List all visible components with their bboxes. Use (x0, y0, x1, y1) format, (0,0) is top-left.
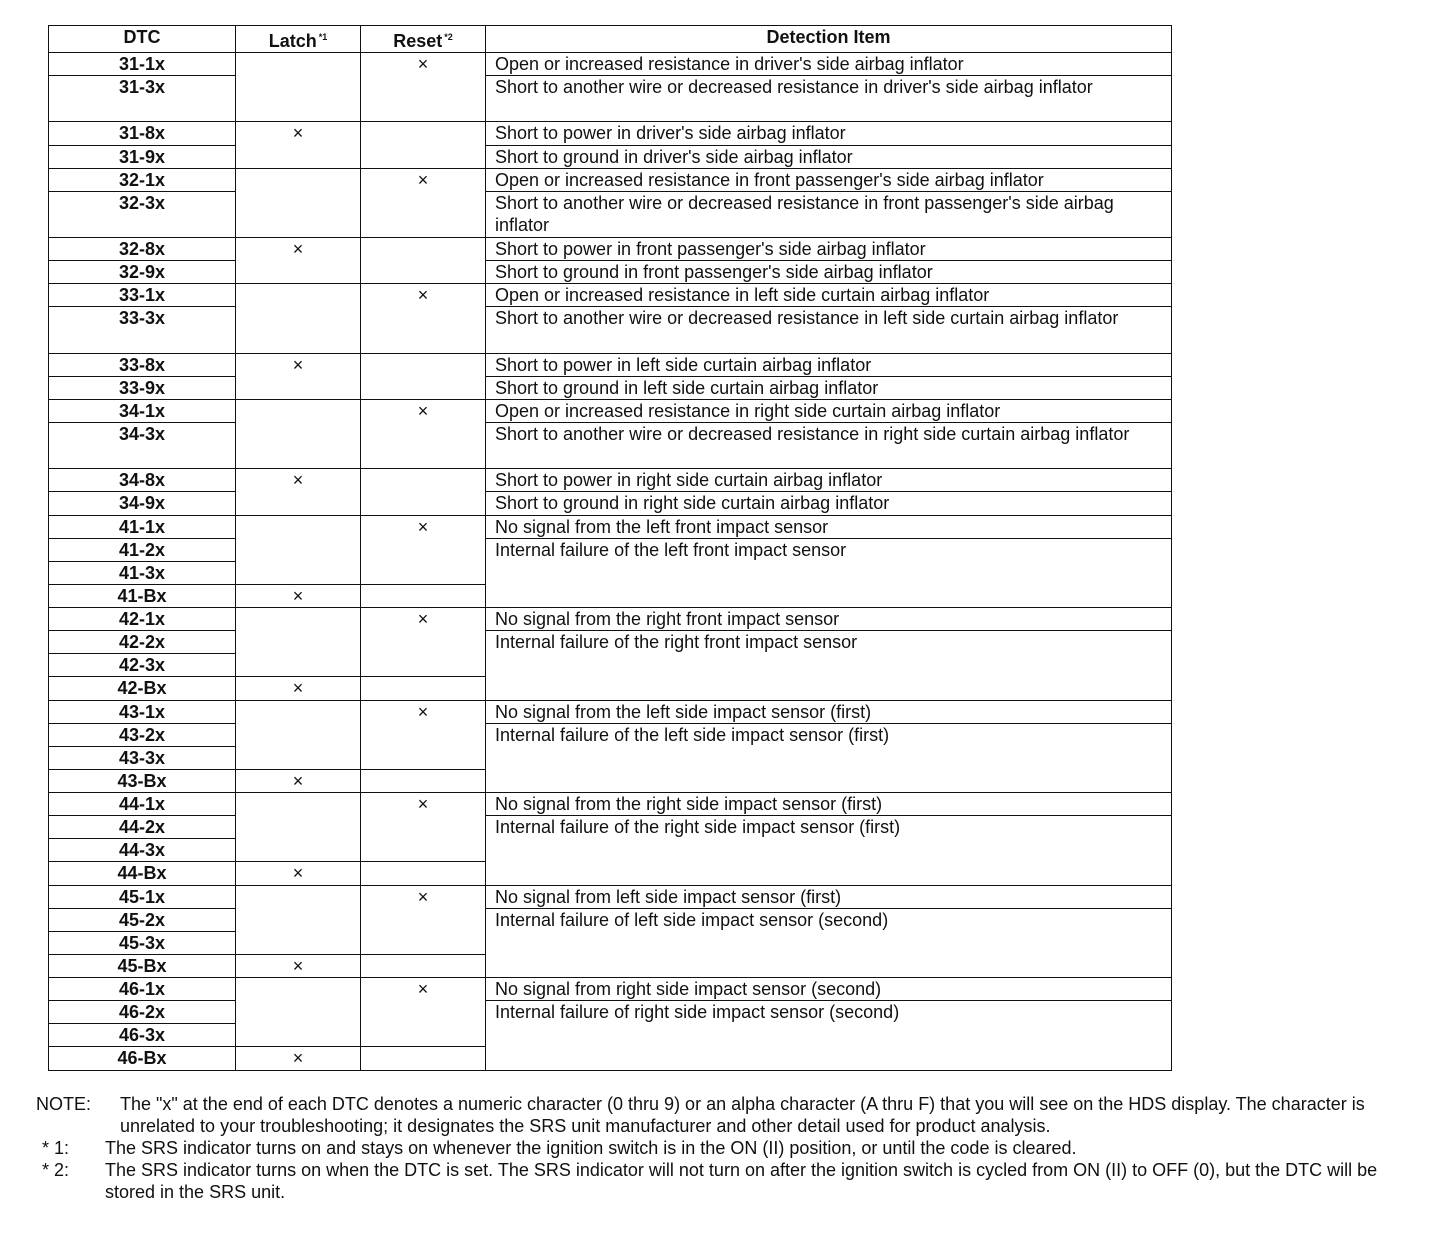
latch-cell (236, 353, 361, 399)
latch-cell (236, 515, 361, 584)
latch-mark: × (292, 1048, 304, 1069)
table-row (49, 307, 1172, 353)
dtc-code: 46-Bx (49, 1047, 236, 1071)
latch-cell (236, 862, 361, 885)
dtc-code: 31-8x (49, 122, 236, 145)
detection-item: Short to ground in front passenger's side airbag inflator (486, 261, 1172, 284)
dtc-code: 33-1x (49, 284, 236, 307)
detection-item: Open or increased resistance in front passenger's side airbag inflator (486, 168, 1172, 191)
reset-cell (361, 353, 486, 399)
dtc-code: 45-1x (49, 885, 236, 908)
latch-cell (236, 469, 361, 515)
table-row (49, 122, 1172, 145)
notes-section (36, 1093, 1416, 1203)
table-row (49, 538, 1172, 561)
detection-item: No signal from left side impact sensor (first) (486, 885, 1172, 908)
detection-item: No signal from the right side impact sensor (first) (486, 793, 1172, 816)
table-row (49, 284, 1172, 307)
detection-item: Short to ground in driver's side airbag inflator (486, 145, 1172, 168)
note-general (36, 1093, 1416, 1137)
reset-cell (361, 284, 486, 353)
detection-item: No signal from the right front impact sensor (486, 608, 1172, 631)
header-reset: Reset $^{*2}$ (361, 26, 486, 53)
detection-item: Internal failure of the left front impact sensor (486, 538, 1172, 607)
dtc-code: 32-1x (49, 168, 236, 191)
latch-cell (236, 53, 361, 122)
dtc-code: 45-3x (49, 931, 236, 954)
dtc-code: 46-2x (49, 1001, 236, 1024)
reset-footnote-marker: *2 (444, 32, 453, 42)
table-row (49, 353, 1172, 376)
latch-mark: × (292, 678, 304, 699)
note-footnote-2 (36, 1159, 1416, 1203)
note-text: The SRS indicator turns on when the DTC is set. The SRS indicator will not turn on after the ignition switch is cycled from ON (II) to OFF (0), but the DTC will be stored in the SRS unit. (105, 1160, 1378, 1202)
reset-cell (361, 122, 486, 168)
reset-cell (361, 515, 486, 584)
table-row (49, 816, 1172, 839)
dtc-code: 41-2x (49, 538, 236, 561)
reset-mark: × (417, 794, 429, 815)
table-row (49, 261, 1172, 284)
note-tag: NOTE: (36, 1094, 92, 1114)
detection-item: Short to another wire or decreased resistance in left side curtain airbag inflator (486, 307, 1172, 353)
reset-mark: × (417, 979, 429, 1000)
latch-mark: × (292, 354, 304, 375)
dtc-code: 34-3x (49, 423, 236, 469)
detection-item: Short to power in driver's side airbag inflator (486, 122, 1172, 145)
reset-cell (361, 885, 486, 954)
detection-item: Internal failure of the right side impact sensor (first) (486, 816, 1172, 885)
dtc-code: 45-Bx (49, 954, 236, 977)
detection-item: Short to power in right side curtain airbag inflator (486, 469, 1172, 492)
dtc-code: 43-Bx (49, 769, 236, 792)
table-row (49, 700, 1172, 723)
reset-cell (361, 584, 486, 607)
latch-cell (236, 584, 361, 607)
dtc-code: 33-3x (49, 307, 236, 353)
reset-cell (361, 677, 486, 700)
latch-cell (236, 1047, 361, 1071)
detection-item: Short to another wire or decreased resistance in driver's side airbag inflator (486, 76, 1172, 122)
dtc-code: 45-2x (49, 908, 236, 931)
table-row (49, 978, 1172, 1001)
detection-item: Internal failure of the left side impact sensor (first) (486, 723, 1172, 792)
detection-item: Short to power in left side curtain airbag inflator (486, 353, 1172, 376)
dtc-code: 43-3x (49, 746, 236, 769)
latch-cell (236, 284, 361, 353)
table-row (49, 515, 1172, 538)
reset-cell (361, 608, 486, 677)
latch-cell (236, 238, 361, 284)
reset-cell (361, 399, 486, 468)
dtc-table (48, 25, 1172, 1071)
table-row (49, 168, 1172, 191)
reset-cell (361, 793, 486, 862)
reset-mark: × (417, 169, 429, 190)
dtc-code: 34-8x (49, 469, 236, 492)
reset-mark: × (417, 609, 429, 630)
dtc-code: 44-3x (49, 839, 236, 862)
table-row (49, 469, 1172, 492)
dtc-code: 46-3x (49, 1024, 236, 1047)
dtc-code: 44-Bx (49, 862, 236, 885)
reset-mark: × (417, 400, 429, 421)
dtc-code: 46-1x (49, 978, 236, 1001)
note-text: The SRS indicator turns on and stays on whenever the ignition switch is in the ON (II) position, or until the code is cleared. (105, 1138, 1077, 1158)
latch-cell (236, 885, 361, 954)
dtc-code: 32-3x (49, 191, 236, 237)
dtc-code: 34-1x (49, 399, 236, 422)
dtc-code: 32-9x (49, 261, 236, 284)
latch-cell (236, 793, 361, 862)
latch-mark: × (292, 770, 304, 791)
reset-cell (361, 954, 486, 977)
table-row (49, 793, 1172, 816)
latch-mark: × (292, 863, 304, 884)
detection-item: Open or increased resistance in driver's side airbag inflator (486, 53, 1172, 76)
table-row (49, 376, 1172, 399)
note-footnote-1 (36, 1137, 1416, 1159)
detection-item: Internal failure of the right front impact sensor (486, 631, 1172, 700)
latch-cell (236, 769, 361, 792)
detection-item: No signal from right side impact sensor (second) (486, 978, 1172, 1001)
dtc-code: 42-2x (49, 631, 236, 654)
table-row (49, 723, 1172, 746)
latch-cell (236, 700, 361, 769)
detection-item: Open or increased resistance in left side curtain airbag inflator (486, 284, 1172, 307)
latch-mark: × (292, 470, 304, 491)
latch-footnote-marker: *1 (318, 32, 328, 42)
dtc-code: 33-9x (49, 376, 236, 399)
dtc-code: 33-8x (49, 353, 236, 376)
dtc-code: 41-3x (49, 561, 236, 584)
detection-item: Short to another wire or decreased resistance in right side curtain airbag inflator (486, 423, 1172, 469)
latch-mark: × (292, 955, 304, 976)
latch-mark: × (292, 123, 304, 144)
detection-item: Short to ground in right side curtain airbag inflator (486, 492, 1172, 515)
dtc-code: 44-1x (49, 793, 236, 816)
table-row (49, 492, 1172, 515)
latch-cell (236, 677, 361, 700)
reset-cell (361, 700, 486, 769)
dtc-code: 31-1x (49, 53, 236, 76)
dtc-code: 41-1x (49, 515, 236, 538)
dtc-code: 43-1x (49, 700, 236, 723)
detection-item: Internal failure of right side impact sensor (second) (486, 1001, 1172, 1071)
reset-mark: × (417, 886, 429, 907)
latch-mark: × (292, 239, 304, 260)
dtc-code: 41-Bx (49, 584, 236, 607)
detection-item: Internal failure of left side impact sensor (second) (486, 908, 1172, 977)
dtc-code: 43-2x (49, 723, 236, 746)
latch-mark: × (292, 585, 304, 606)
table-row (49, 1001, 1172, 1024)
detection-item: Short to ground in left side curtain airbag inflator (486, 376, 1172, 399)
dtc-code: 42-3x (49, 654, 236, 677)
dtc-code: 42-Bx (49, 677, 236, 700)
dtc-code: 44-2x (49, 816, 236, 839)
reset-mark: × (417, 701, 429, 722)
dtc-code: 31-3x (49, 76, 236, 122)
detection-item: No signal from the left front impact sensor (486, 515, 1172, 538)
table-row (49, 238, 1172, 261)
table-row (49, 53, 1172, 76)
table-row (49, 145, 1172, 168)
table-row (49, 191, 1172, 237)
table-row (49, 885, 1172, 908)
reset-cell (361, 862, 486, 885)
header-dtc: DTC (49, 26, 236, 53)
latch-cell (236, 608, 361, 677)
latch-cell (236, 978, 361, 1047)
reset-cell (361, 769, 486, 792)
header-latch: Latch $^{*1}$ (236, 26, 361, 53)
note-tag: * 1: (42, 1138, 70, 1158)
latch-cell (236, 168, 361, 237)
reset-cell (361, 53, 486, 122)
reset-mark: × (417, 54, 429, 74)
dtc-code: 32-8x (49, 238, 236, 261)
latch-cell (236, 954, 361, 977)
table-row (49, 608, 1172, 631)
detection-item: Short to another wire or decreased resistance in front passenger's side airbag inflator (486, 191, 1172, 237)
note-text: The "x" at the end of each DTC denotes a numeric character (0 thru 9) or an alpha character (A thru F) that you will see on the HDS display. The character is unrelated to your troubleshooting; it designates the SRS unit manufacturer and other detail used for product analysis. (120, 1094, 1365, 1136)
header-row (49, 26, 1172, 53)
table-row (49, 76, 1172, 122)
reset-mark: × (417, 516, 429, 537)
table-row (49, 399, 1172, 422)
reset-cell (361, 978, 486, 1047)
detection-item: No signal from the left side impact sensor (first) (486, 700, 1172, 723)
reset-cell (361, 238, 486, 284)
detection-item: Short to power in front passenger's side airbag inflator (486, 238, 1172, 261)
header-detection-item: Detection Item (486, 26, 1172, 53)
latch-cell (236, 399, 361, 468)
dtc-code: 31-9x (49, 145, 236, 168)
reset-mark: × (417, 285, 429, 306)
detection-item: Open or increased resistance in right side curtain airbag inflator (486, 399, 1172, 422)
dtc-code: 42-1x (49, 608, 236, 631)
table-row (49, 423, 1172, 469)
note-tag: * 2: (42, 1160, 70, 1180)
reset-cell (361, 1047, 486, 1071)
dtc-code: 34-9x (49, 492, 236, 515)
reset-cell (361, 168, 486, 237)
table-row (49, 908, 1172, 931)
reset-cell (361, 469, 486, 515)
table-row (49, 631, 1172, 654)
latch-cell (236, 122, 361, 168)
